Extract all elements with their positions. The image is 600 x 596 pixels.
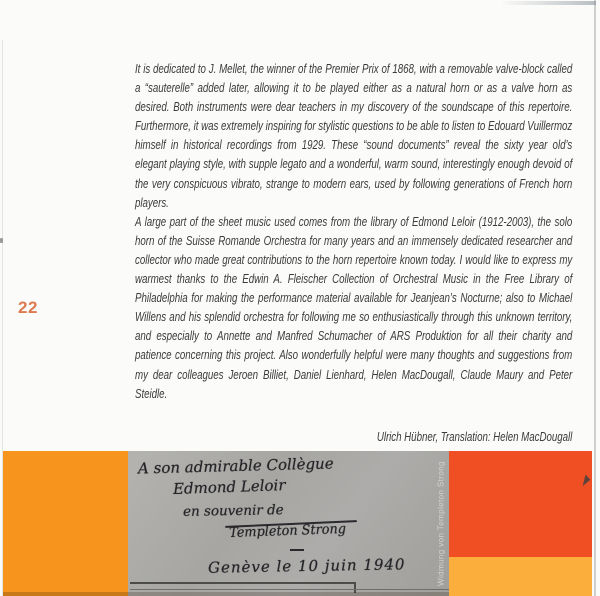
author-attribution: Ulrich Hübner, Translation: Helen MacDougall	[376, 428, 573, 444]
scan-smudge-top	[500, 1, 596, 5]
photo-credit-watermark: Widmung von Templeton Strong	[436, 461, 446, 586]
orange-color-block	[3, 451, 128, 596]
page-number: 22	[18, 298, 38, 317]
liner-notes-text	[135, 59, 572, 446]
paragraph-dedication: It is dedicated to J. Mellet, the winner of the Premier Prix of 1868, with a removable valve-block called a “sauterelle” added later, allowing it to be played either as a natural horn or as a valve horn as desired. Both instruments were dear teachers in my discovery of the soundscape of this repertoire. Furthermore, it was extremely inspiring for stylistic questions to be able to listen to Edouard Vuillermoz himself in historical recordings from 1929. These “sound documents” reveal the sixty year old’s elegant playing style, with supple legato and a wonderful, warm sound, interestingly enough devoid of the very conspicuous vibrato, strange to modern ears, used by following generations of French horn players.	[135, 61, 573, 210]
red-color-block	[449, 451, 592, 557]
yellow-color-block	[449, 557, 592, 596]
handwriting-line-3: en souvenir de	[182, 502, 284, 520]
scan-speck	[0, 238, 3, 243]
handwriting-line-date: Genève le 10 juin 1940	[207, 555, 406, 577]
handwriting-line-1: A son admirable Collègue	[137, 454, 334, 478]
dedication-handwriting-photo	[128, 451, 449, 596]
scanned-staff-line	[130, 582, 356, 584]
handwriting-line-2: Edmond Leloir	[172, 476, 286, 498]
paragraph-acknowledgements: A large part of the sheet music used comes from the library of Edmond Leloir (1912-2003), the solo horn of the Suisse Romande Orchestra for many years and an immensely dedicated researcher and collector who made great contributions to the horn repertoire known today. I would like to express my warmest thanks to the Edwin A. Fleischer Collection of Orchestral Music in the Free Library of Philadelphia for making the performance material available for Jeanjean’s Nocturne; also to Michael Willens and his splendid orchestra for following me so enthusiastically through this unknown territory, and especially to Annette and Manfred Schumacher of ARS Produktion for all their charity and patience concerning this project. Also wonderfully helpful were many thoughts and suggestions from my dear colleagues Jeroen Billiet, Daniel Lienhard, Helen MacDougall, Claude Maury and Peter Steidle.	[135, 213, 573, 401]
scanned-staff-line-2	[130, 589, 449, 590]
bottom-artwork-band	[0, 451, 600, 596]
signature-templeton-strong: Templeton Strong	[229, 520, 347, 541]
signature-underline-dash	[290, 549, 304, 551]
band-bottom-shadow	[3, 592, 449, 596]
